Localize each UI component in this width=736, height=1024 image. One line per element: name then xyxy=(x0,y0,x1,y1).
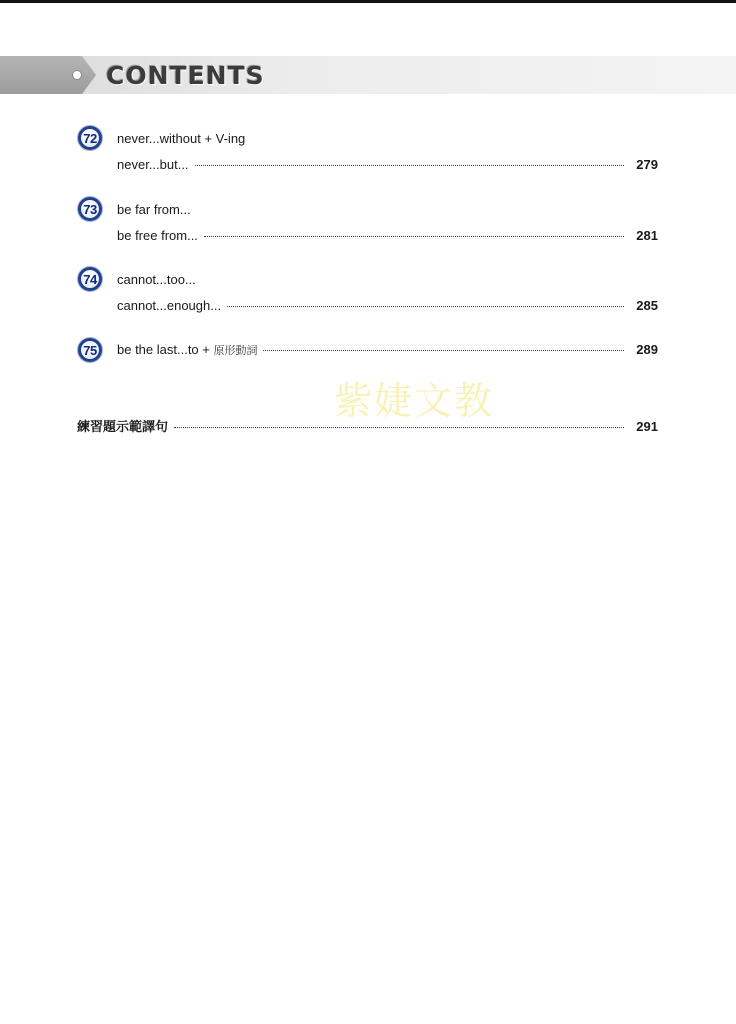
dot-leader xyxy=(204,236,624,237)
chapter-number-badge: 73 xyxy=(78,197,102,221)
entry-subtitle: be free from... xyxy=(117,228,198,243)
page-number: 281 xyxy=(636,228,658,243)
page-number: 291 xyxy=(636,419,658,434)
entry-subtitle: never...but... xyxy=(117,157,189,172)
dot-leader xyxy=(174,427,624,428)
entry-title[interactable]: cannot...too... xyxy=(117,272,196,287)
entry-title-text: be the last...to + xyxy=(117,342,214,357)
chapter-number-badge: 72 xyxy=(78,126,102,150)
watermark: 紫婕文教 xyxy=(334,379,495,423)
toc-entry-line[interactable] xyxy=(117,228,658,243)
header-dot-icon xyxy=(72,70,82,80)
toc-entry-line[interactable] xyxy=(117,342,658,358)
entry-title-cjk: 原形動詞 xyxy=(213,344,258,357)
page-number: 289 xyxy=(636,342,658,357)
dot-leader xyxy=(195,165,624,166)
entry-title[interactable]: never...without + V-ing xyxy=(117,131,246,146)
toc-entry-line[interactable] xyxy=(117,298,658,313)
top-rule xyxy=(0,0,736,3)
page-number: 279 xyxy=(636,157,658,172)
toc-entry-line[interactable] xyxy=(117,157,658,172)
page-number: 285 xyxy=(636,298,658,313)
dot-leader xyxy=(263,350,624,351)
chapter-number-badge: 75 xyxy=(78,338,102,362)
dot-leader xyxy=(227,306,624,307)
entry-subtitle: cannot...enough... xyxy=(117,298,222,313)
chapter-number-badge: 74 xyxy=(78,267,102,291)
toc-appendix-line[interactable] xyxy=(77,416,658,435)
page-title: CONTENTS xyxy=(106,61,265,90)
appendix-label: 練習題示範譯句 xyxy=(77,420,169,435)
entry-title[interactable]: be far from... xyxy=(117,202,191,217)
entry-title xyxy=(117,342,257,358)
